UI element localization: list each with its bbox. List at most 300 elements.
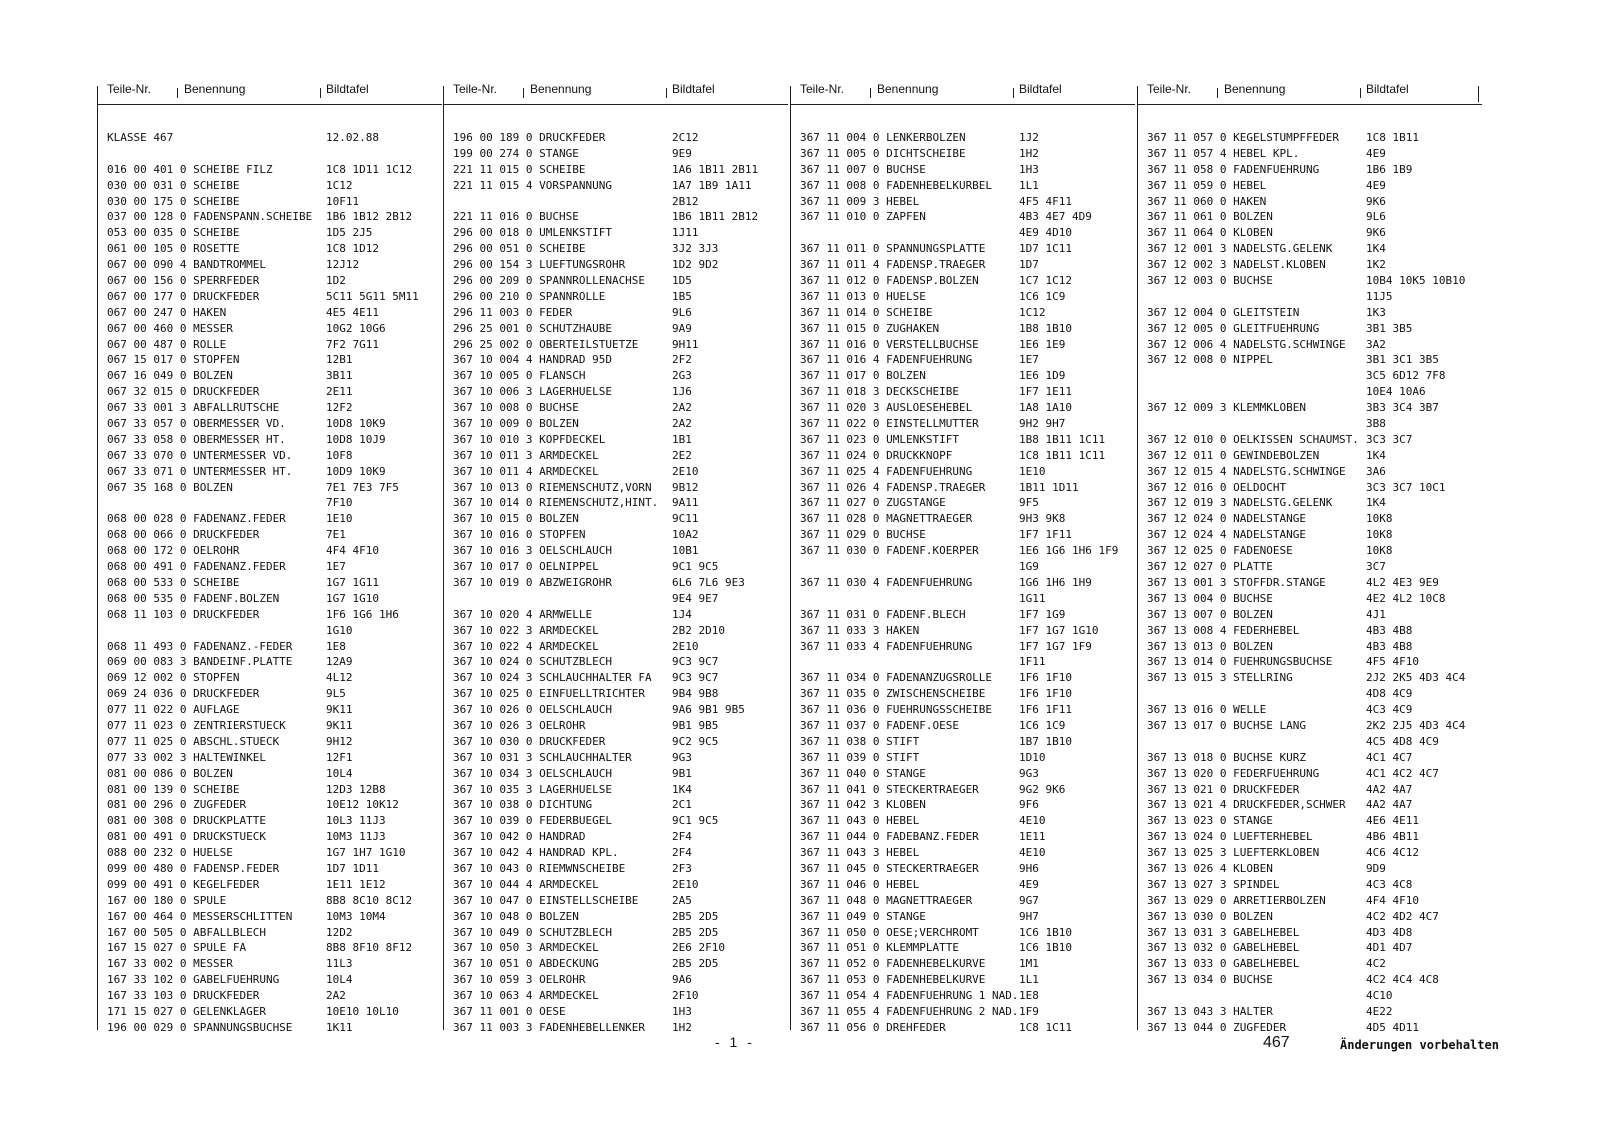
figure-ref: 1E8 (326, 639, 346, 653)
table-row (1137, 400, 1482, 416)
part-entry: 367 10 016 3 OELSCHLAUCH (453, 544, 612, 558)
figure-ref: 2A2 (672, 417, 692, 431)
part-entry: 367 10 026 0 OELSCHLAUCH (453, 703, 612, 717)
table-row (443, 575, 788, 591)
part-entry: 367 10 034 3 OELSCHLAUCH (453, 766, 612, 780)
figure-ref: 1A7 1B9 1A11 (672, 178, 752, 192)
table-row (1137, 845, 1482, 861)
part-entry: 081 00 139 0 SCHEIBE (107, 782, 240, 796)
table-row (790, 495, 1135, 511)
figure-ref: 9A6 9B1 9B5 (672, 703, 745, 717)
figure-ref: 7E1 7E3 7F5 (326, 480, 399, 494)
part-entry: 167 00 464 0 MESSERSCHLITTEN (107, 909, 293, 923)
part-entry: 067 16 049 0 BOLZEN (107, 369, 233, 383)
table-row (97, 225, 442, 241)
figure-ref: 2J2 2K5 4D3 4C4 (1366, 671, 1466, 685)
table-row (1137, 702, 1482, 718)
table-row (443, 972, 788, 988)
part-entry: 367 13 016 0 WELLE (1147, 703, 1267, 717)
part-entry: 367 12 006 4 NADELSTG.SCHWINGE (1147, 337, 1346, 351)
part-entry: 367 11 034 0 FADENANZUGSROLLE (800, 671, 993, 685)
figure-ref: 10E4 10A6 (1366, 385, 1426, 399)
table-row (790, 384, 1135, 400)
part-entry: 367 10 047 0 EINSTELLSCHEIBE (453, 893, 639, 907)
figure-ref: 2B5 2D5 (672, 925, 719, 939)
part-entry: 367 13 030 0 BOLZEN (1147, 909, 1273, 923)
figure-ref: 1J11 (672, 226, 699, 240)
table-row (443, 352, 788, 368)
part-entry: 196 00 029 0 SPANNUNGSBUCHSE (107, 1020, 293, 1034)
table-row (790, 337, 1135, 353)
table-row (97, 893, 442, 909)
part-entry: 068 00 491 0 FADENANZ.FEDER (107, 560, 286, 574)
part-entry: 077 11 025 0 ABSCHL.STUECK (107, 734, 280, 748)
part-entry: 367 11 026 4 FADENSP.TRAEGER (800, 480, 986, 494)
table-row (97, 925, 442, 941)
part-entry: 167 33 103 0 DRUCKFEDER (107, 989, 260, 1003)
part-entry: 367 13 025 3 LUEFTERKLOBEN (1147, 846, 1320, 860)
figure-ref: 9C3 9C7 (672, 671, 719, 685)
figure-ref: 2E10 (672, 877, 699, 891)
part-entry: 367 11 059 0 HEBEL (1147, 178, 1267, 192)
figure-ref: 10M3 11J3 (326, 830, 386, 844)
part-entry: 296 00 018 0 UMLENKSTIFT (453, 226, 612, 240)
table-row (97, 845, 442, 861)
part-entry: 367 10 038 0 DICHTUNG (453, 798, 593, 812)
figure-ref: 3B1 3C1 3B5 (1366, 353, 1439, 367)
header-part-no: Teile-Nr. (107, 82, 152, 96)
parts-column-3 (790, 74, 1135, 1054)
figure-ref: 1E11 (1019, 830, 1046, 844)
part-entry: 367 10 026 3 OELROHR (453, 718, 586, 732)
figure-ref: 4E9 (1019, 877, 1039, 891)
table-row (97, 623, 442, 639)
part-entry: 367 12 010 0 OELKISSEN SCHAUMST. (1147, 432, 1359, 446)
figure-ref: 1D7 (1019, 258, 1039, 272)
part-entry: 367 10 011 3 ARMDECKEL (453, 448, 599, 462)
part-entry: 367 11 024 0 DRUCKKNOPF (800, 448, 953, 462)
part-entry: 367 10 010 3 KOPFDECKEL (453, 432, 606, 446)
figure-ref: 4D1 4D7 (1366, 941, 1413, 955)
part-entry: 069 24 036 0 DRUCKFEDER (107, 687, 260, 701)
figure-ref: 1D10 (1019, 750, 1046, 764)
part-entry: 367 11 064 0 KLOBEN (1147, 226, 1273, 240)
part-entry: 367 10 004 4 HANDRAD 95D (453, 353, 612, 367)
table-row (97, 734, 442, 750)
figure-ref: 9A6 (672, 973, 692, 987)
table-row (790, 670, 1135, 686)
figure-ref: 2E10 (672, 464, 699, 478)
part-entry: 067 33 071 0 UNTERMESSER HT. (107, 464, 293, 478)
part-entry: 367 11 043 3 HEBEL (800, 846, 920, 860)
figure-ref: 1D2 (326, 274, 346, 288)
figure-ref: 2F10 (672, 989, 699, 1003)
part-entry: 199 00 274 0 STANGE (453, 146, 579, 160)
figure-ref: 3C5 6D12 7F8 (1366, 369, 1446, 383)
figure-ref: 9L6 (672, 305, 692, 319)
table-row (790, 273, 1135, 289)
table-row (443, 813, 788, 829)
figure-ref: 9G3 (1019, 766, 1039, 780)
part-entry: 053 00 035 0 SCHEIBE (107, 226, 240, 240)
table-row (1137, 289, 1482, 305)
table-row (443, 607, 788, 623)
table-row (790, 909, 1135, 925)
table-row (790, 178, 1135, 194)
part-entry: 367 11 012 0 FADENSP.BOLZEN (800, 274, 979, 288)
figure-ref: 1E6 1D9 (1019, 369, 1066, 383)
table-row (1137, 162, 1482, 178)
table-row (1137, 225, 1482, 241)
table-row (1137, 448, 1482, 464)
figure-ref: 9K6 (1366, 194, 1386, 208)
table-row (443, 511, 788, 527)
part-entry: 367 11 041 0 STECKERTRAEGER (800, 782, 979, 796)
part-entry: 367 12 019 3 NADELSTG.GELENK (1147, 496, 1333, 510)
table-row (97, 495, 442, 511)
figure-ref: 9E9 (672, 146, 692, 160)
table-row (1137, 257, 1482, 273)
part-entry: 068 00 172 0 OELROHR (107, 544, 240, 558)
table-row (443, 146, 788, 162)
figure-ref: 4D5 4D11 (1366, 1020, 1419, 1034)
figure-ref: 4A2 4A7 (1366, 798, 1413, 812)
table-row (790, 162, 1135, 178)
figure-ref: 10B4 10K5 10B10 (1366, 274, 1466, 288)
figure-ref: 9G7 (1019, 893, 1039, 907)
part-entry: 367 11 042 3 KLOBEN (800, 798, 926, 812)
figure-ref: 4F5 4F10 (1366, 655, 1419, 669)
table-row (97, 956, 442, 972)
part-entry: 367 12 024 0 NADELSTANGE (1147, 512, 1306, 526)
table-row (97, 305, 442, 321)
part-entry: 067 33 001 3 ABFALLRUTSCHE (107, 401, 280, 415)
right-border-rule (1478, 86, 1479, 102)
part-entry: 367 11 013 0 HUELSE (800, 289, 926, 303)
table-row (790, 623, 1135, 639)
figure-ref: 1D7 1D11 (326, 861, 379, 875)
table-row (97, 750, 442, 766)
part-entry: 367 10 015 0 BOLZEN (453, 512, 579, 526)
part-entry: 167 33 102 0 GABELFUEHRUNG (107, 973, 280, 987)
figure-ref: 4A2 4A7 (1366, 782, 1413, 796)
table-row (790, 305, 1135, 321)
part-entry: 367 11 033 3 HAKEN (800, 623, 920, 637)
part-entry: 081 00 491 0 DRUCKSTUECK (107, 830, 266, 844)
table-row (790, 368, 1135, 384)
figure-ref: 2B5 2D5 (672, 909, 719, 923)
table-row (443, 384, 788, 400)
figure-ref: 10K8 (1366, 528, 1393, 542)
figure-ref: 1E6 1E9 (1019, 337, 1066, 351)
figure-ref: 9H11 (672, 337, 699, 351)
table-row (1137, 877, 1482, 893)
part-entry: 069 00 083 3 BANDEINF.PLATTE (107, 655, 293, 669)
header-name: Benennung (1224, 82, 1286, 96)
figure-ref: 3B1 3B5 (1366, 321, 1413, 335)
figure-ref: 3C3 3C7 (1366, 432, 1413, 446)
table-row (97, 464, 442, 480)
figure-ref: 1F7 1G9 (1019, 607, 1066, 621)
table-row (1137, 146, 1482, 162)
part-entry: 367 11 015 0 ZUGHAKEN (800, 321, 940, 335)
part-entry: 367 11 030 4 FADENFUEHRUNG (800, 575, 973, 589)
table-row (790, 782, 1135, 798)
table-row (790, 130, 1135, 146)
part-entry: 167 15 027 0 SPULE FA (107, 941, 247, 955)
part-entry: 367 13 024 0 LUEFTERHEBEL (1147, 830, 1313, 844)
figure-ref: 2A2 (326, 989, 346, 1003)
figure-ref: 1E7 (326, 560, 346, 574)
figure-ref: 3C7 (1366, 560, 1386, 574)
figure-ref: 9G2 9K6 (1019, 782, 1066, 796)
table-row (790, 925, 1135, 941)
table-row (443, 162, 788, 178)
table-row (1137, 782, 1482, 798)
part-entry: 367 11 011 4 FADENSP.TRAEGER (800, 258, 986, 272)
figure-ref: 9F5 (1019, 496, 1039, 510)
part-entry: 367 11 045 0 STECKERTRAEGER (800, 861, 979, 875)
table-row (790, 988, 1135, 1004)
part-entry: 367 12 001 3 NADELSTG.GELENK (1147, 242, 1333, 256)
part-entry: 296 00 051 0 SCHEIBE (453, 242, 586, 256)
figure-ref: 1K4 (1366, 448, 1386, 462)
part-entry: 367 11 038 0 STIFT (800, 734, 920, 748)
table-row (790, 464, 1135, 480)
figure-ref: 1B6 1B9 (1366, 162, 1413, 176)
figure-ref: 1K4 (1366, 242, 1386, 256)
figure-ref: 2B2 2D10 (672, 623, 725, 637)
table-row (97, 384, 442, 400)
table-row (1137, 670, 1482, 686)
figure-ref: 4E10 (1019, 846, 1046, 860)
figure-ref: 4B3 4E7 4D9 (1019, 210, 1092, 224)
part-entry: 367 12 005 0 GLEITFUEHRUNG (1147, 321, 1320, 335)
part-entry: 367 10 059 3 OELROHR (453, 973, 586, 987)
part-entry: 367 11 052 0 FADENHEBELKURVE (800, 957, 986, 971)
table-row (97, 337, 442, 353)
part-entry: 171 15 027 0 GELENKLAGER (107, 1004, 266, 1018)
table-row (790, 225, 1135, 241)
figure-ref: 9K11 (326, 718, 353, 732)
figure-ref: 1C6 1B10 (1019, 941, 1072, 955)
part-entry: 296 25 002 0 OBERTEILSTUETZE (453, 337, 639, 351)
figure-ref: 4C2 4D2 4C7 (1366, 909, 1439, 923)
table-row (790, 797, 1135, 813)
figure-ref: 1G10 (326, 623, 353, 637)
part-entry: 367 10 063 4 ARMDECKEL (453, 989, 599, 1003)
table-row (97, 909, 442, 925)
part-entry: 367 10 031 3 SCHLAUCHHALTER (453, 750, 632, 764)
part-entry: 367 11 060 0 HAKEN (1147, 194, 1267, 208)
figure-ref: 9B12 (672, 480, 699, 494)
table-row (790, 813, 1135, 829)
part-entry: 367 10 024 0 SCHUTZBLECH (453, 655, 612, 669)
part-entry: 167 33 002 0 MESSER (107, 957, 233, 971)
part-entry: 367 11 061 0 BOLZEN (1147, 210, 1273, 224)
table-row (790, 734, 1135, 750)
figure-ref: 12F1 (326, 750, 353, 764)
figure-ref: 1C8 1C11 (1019, 1020, 1072, 1034)
table-row (443, 527, 788, 543)
figure-ref: 9C2 9C5 (672, 734, 719, 748)
table-row (1137, 861, 1482, 877)
figure-ref: 1J4 (672, 607, 692, 621)
table-row (97, 559, 442, 575)
part-entry: 367 11 036 0 FUEHRUNGSSCHEIBE (800, 703, 993, 717)
figure-ref: 1G7 1G11 (326, 575, 379, 589)
figure-ref: 3A2 (1366, 337, 1386, 351)
table-row (1137, 194, 1482, 210)
figure-ref: 10E10 10L10 (326, 1004, 399, 1018)
figure-ref: 9H6 (1019, 861, 1039, 875)
table-row (1137, 925, 1482, 941)
figure-ref: 10L4 (326, 766, 353, 780)
figure-ref: 4E2 4L2 10C8 (1366, 591, 1446, 605)
figure-ref: 4C2 (1366, 957, 1386, 971)
table-row (1137, 130, 1482, 146)
part-entry: 367 10 019 0 ABZWEIGROHR (453, 575, 612, 589)
table-row (443, 591, 788, 607)
figure-ref: 1C6 1B10 (1019, 925, 1072, 939)
table-row (1137, 464, 1482, 480)
table-row (97, 1004, 442, 1020)
figure-ref: 1F6 1F10 (1019, 671, 1072, 685)
part-entry: 367 13 032 0 GABELHEBEL (1147, 941, 1300, 955)
figure-ref: 4E9 (1366, 178, 1386, 192)
part-entry: 367 11 008 0 FADENHEBELKURBEL (800, 178, 993, 192)
figure-ref: 10M3 10M4 (326, 909, 386, 923)
table-row (1137, 829, 1482, 845)
table-row (1137, 654, 1482, 670)
part-entry: 367 13 018 0 BUCHSE KURZ (1147, 750, 1306, 764)
table-row (97, 448, 442, 464)
part-entry: 367 11 051 0 KLEMMPLATTE (800, 941, 959, 955)
table-row (1137, 209, 1482, 225)
part-entry: 367 12 003 0 BUCHSE (1147, 274, 1273, 288)
table-row (790, 416, 1135, 432)
part-entry: 367 13 020 0 FEDERFUEHRUNG (1147, 766, 1320, 780)
table-row (443, 400, 788, 416)
table-row (1137, 241, 1482, 257)
figure-ref: 1E6 1G6 1H6 1F9 (1019, 544, 1119, 558)
table-row (790, 559, 1135, 575)
table-row (1137, 321, 1482, 337)
figure-ref: 2B12 (672, 194, 699, 208)
figure-ref: 4C1 4C7 (1366, 750, 1413, 764)
table-row (1137, 480, 1482, 496)
table-row (1137, 940, 1482, 956)
table-row (97, 178, 442, 194)
table-row (790, 686, 1135, 702)
part-entry: 167 00 505 0 ABFALLBLECH (107, 925, 266, 939)
part-entry: 367 11 054 4 FADENFUEHRUNG 1 NAD. (800, 989, 1019, 1003)
part-entry: 069 12 002 0 STOPFEN (107, 671, 240, 685)
figure-ref: 3B8 (1366, 417, 1386, 431)
table-row (443, 368, 788, 384)
table-row (790, 194, 1135, 210)
figure-ref: 1F7 1F11 (1019, 528, 1072, 542)
part-entry: 367 11 005 0 DICHTSCHEIBE (800, 146, 966, 160)
part-entry: 367 11 044 0 FADEBANZ.FEDER (800, 830, 979, 844)
parts-column-1 (97, 74, 442, 1054)
table-row (1137, 368, 1482, 384)
figure-ref: 1L1 (1019, 178, 1039, 192)
figure-ref: 1B8 1B10 (1019, 321, 1072, 335)
part-entry: 367 11 016 0 VERSTELLBUCHSE (800, 337, 979, 351)
table-row (790, 400, 1135, 416)
part-entry: 367 10 035 3 LAGERHUELSE (453, 782, 612, 796)
header-figure: Bildtafel (1366, 82, 1409, 96)
table-row (790, 1004, 1135, 1020)
figure-ref: 12D3 12B8 (326, 782, 386, 796)
table-row (443, 289, 788, 305)
table-row (443, 702, 788, 718)
part-entry: 068 00 535 0 FADENF.BOLZEN (107, 591, 280, 605)
part-entry: 221 11 016 0 BUCHSE (453, 210, 579, 224)
part-entry: 367 10 025 0 EINFUELLTRICHTER (453, 687, 646, 701)
table-row (97, 321, 442, 337)
table-row (1137, 734, 1482, 750)
part-entry: 221 11 015 0 SCHEIBE (453, 162, 586, 176)
table-row (97, 352, 442, 368)
figure-ref: 4F4 4F10 (1366, 893, 1419, 907)
figure-ref: 1D5 (672, 274, 692, 288)
figure-ref: 10F8 (326, 448, 353, 462)
figure-ref: 5C11 5G11 5M11 (326, 289, 419, 303)
table-row (443, 670, 788, 686)
table-row (790, 766, 1135, 782)
part-entry: 367 11 046 0 HEBEL (800, 877, 920, 891)
figure-ref: 12B1 (326, 353, 353, 367)
figure-ref: 10A2 (672, 528, 699, 542)
table-row (443, 829, 788, 845)
table-row (97, 527, 442, 543)
table-row (790, 591, 1135, 607)
figure-ref: 9L6 (1366, 210, 1386, 224)
part-entry: 367 12 016 0 OELDOCHT (1147, 480, 1287, 494)
table-row (1137, 511, 1482, 527)
figure-ref: 1A8 1A10 (1019, 401, 1072, 415)
table-row (97, 766, 442, 782)
figure-ref: 2K2 2J5 4D3 4C4 (1366, 718, 1466, 732)
figure-ref: 1B6 1B11 2B12 (672, 210, 759, 224)
header-name: Benennung (530, 82, 592, 96)
part-entry: 367 11 037 0 FADENF.OESE (800, 718, 959, 732)
figure-ref: 10L4 (326, 973, 353, 987)
part-entry: 367 13 023 0 STANGE (1147, 814, 1273, 828)
table-row (443, 209, 788, 225)
figure-ref: 4E9 (1366, 146, 1386, 160)
column-header (1137, 74, 1482, 105)
part-entry: 367 13 029 0 ARRETIERBOLZEN (1147, 893, 1326, 907)
page-number: - 1 - (715, 1034, 755, 1050)
table-row (443, 623, 788, 639)
part-entry: 296 00 154 3 LUEFTUNGSROHR (453, 258, 626, 272)
table-row (97, 607, 442, 623)
table-row (443, 480, 788, 496)
part-entry: 016 00 401 0 SCHEIBE FILZ (107, 162, 273, 176)
table-row (790, 1020, 1135, 1036)
figure-ref: 1C8 1B11 1C11 (1019, 448, 1106, 462)
part-entry: 196 00 189 0 DRUCKFEDER (453, 131, 606, 144)
figure-ref: 9A9 (672, 321, 692, 335)
figure-ref: 4F4 4F10 (326, 544, 379, 558)
figure-ref: 4E22 (1366, 1004, 1393, 1018)
figure-ref: 4D8 4C9 (1366, 687, 1413, 701)
part-entry: 167 00 180 0 SPULE (107, 893, 227, 907)
figure-ref: 3A6 (1366, 464, 1386, 478)
